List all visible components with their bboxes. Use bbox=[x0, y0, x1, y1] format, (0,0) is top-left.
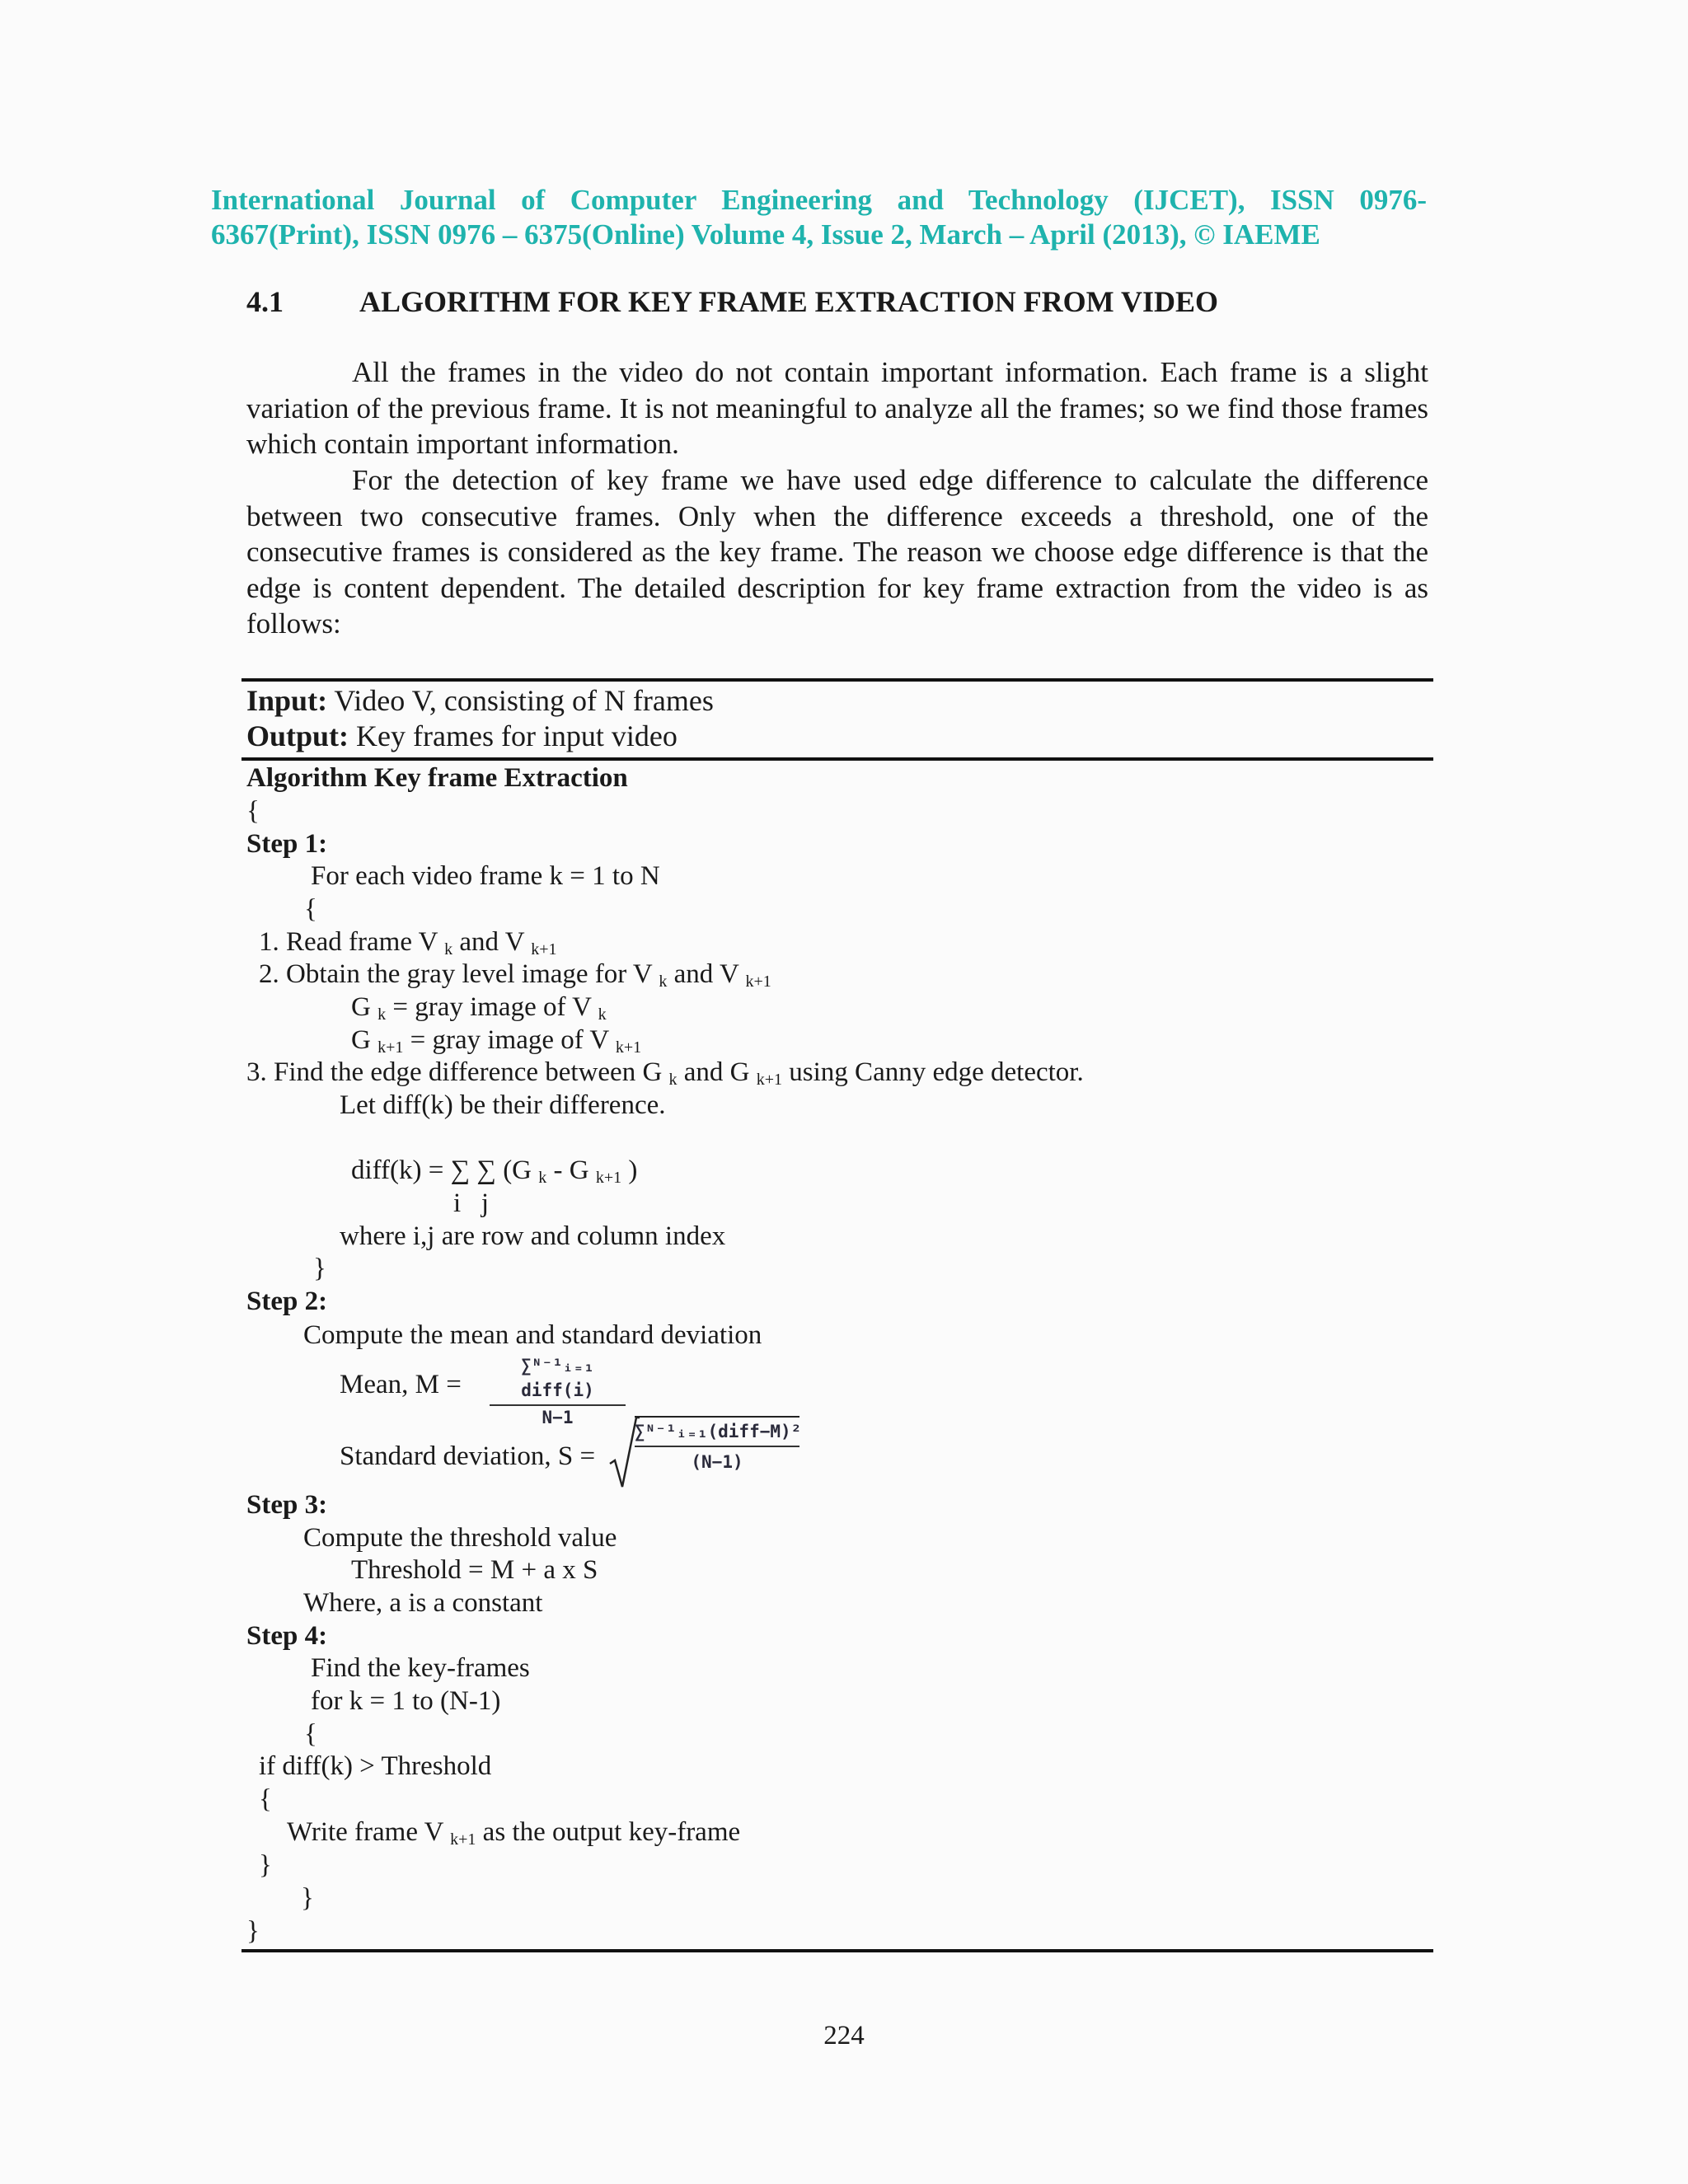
step3-text: Compute the threshold value bbox=[303, 1523, 617, 1553]
mean-formula: ∑ᴺ⁻¹ᵢ₌₁ diff(i) N−1 bbox=[490, 1353, 626, 1429]
algorithm-mid-rule bbox=[241, 757, 1433, 761]
journal-header-line-1: International Journal of Computer Engineering and Technology (IJCET), ISSN 0976- bbox=[211, 184, 1427, 216]
step1-loop: For each video frame k = 1 to N bbox=[311, 861, 660, 891]
algorithm-bottom-rule bbox=[241, 1949, 1433, 1952]
step3-where: Where, a is a constant bbox=[303, 1588, 543, 1618]
step1-item-2: 2. Obtain the gray level image for V $_k$ and V $_{k+1}$ bbox=[259, 959, 771, 991]
step3-label: Step 3: bbox=[246, 1490, 328, 1520]
step2-text: Compute the mean and standard deviation bbox=[303, 1320, 762, 1350]
diff-formula: diff(k) = ∑ ∑ (G $_k$ - G $_{k+1}$ ) bbox=[351, 1155, 638, 1187]
step2-label: Step 2: bbox=[246, 1286, 328, 1316]
step4-loop: for k = 1 to (N-1) bbox=[311, 1686, 501, 1716]
mean-label: Mean, M = bbox=[340, 1370, 462, 1399]
step4-if-open: { bbox=[259, 1784, 272, 1814]
step1-brace-close: } bbox=[313, 1254, 326, 1283]
step1-where: where i,j are row and column index bbox=[340, 1221, 726, 1251]
step4-loop-close: } bbox=[301, 1883, 314, 1913]
std-label: Standard deviation, S = bbox=[340, 1441, 596, 1471]
algorithm-open-brace: { bbox=[246, 796, 260, 826]
journal-header-line-2: 6367(Print), ISSN 0976 – 6375(Online) Volume 4, Issue 2, March – April (2013), © IAEME bbox=[211, 218, 1320, 251]
paragraph-1: All the frames in the video do not contain important information. Each frame is a slight variation of the previous frame. It is not meaningful to analyze all the frames; so we find those frames which contain important information. bbox=[246, 356, 1428, 460]
std-formula: ∑ᴺ⁻¹ᵢ₌₁(diff−M)² (N−1) bbox=[635, 1416, 799, 1477]
section-title: ALGORITHM FOR KEY FRAME EXTRACTION FROM VIDEO bbox=[359, 285, 1219, 318]
algorithm-close-brace: } bbox=[246, 1916, 260, 1946]
step1-brace-open: { bbox=[304, 894, 317, 924]
step4-brace-open: { bbox=[304, 1719, 317, 1749]
section-number: 4.1 bbox=[246, 285, 284, 318]
step4-if-close: } bbox=[259, 1850, 272, 1880]
page-number: 224 bbox=[823, 2021, 865, 2050]
diff-sum-indices: i j bbox=[453, 1188, 490, 1218]
algorithm-name: Algorithm Key frame Extraction bbox=[246, 763, 628, 793]
step1-gray-k1: G $_{k+1}$ = gray image of V $_{k+1}$ bbox=[351, 1025, 642, 1057]
step4-label: Step 4: bbox=[246, 1621, 328, 1651]
step1-item-1: 1. Read frame V $_k$ and V $_{k+1}$ bbox=[259, 927, 557, 958]
step1-item-3: 3. Find the edge difference between G $_k$ and G $_{k+1}$ using Canny edge detector. bbox=[246, 1057, 1084, 1089]
algorithm-top-rule bbox=[241, 678, 1433, 682]
paragraph-2: For the detection of key frame we have used edge difference to calculate the difference between two consecutive frames. Only when the difference exceeds a threshold, one of the consecutive frames is considered as the key frame. The reason we choose edge difference is that the edge is content dependent. The detailed description for key frame extraction from the video is as follows: bbox=[246, 464, 1428, 640]
step1-let: Let diff(k) be their difference. bbox=[340, 1090, 666, 1120]
step4-write: Write frame V $_{k+1}$ as the output key-frame bbox=[287, 1817, 741, 1849]
algorithm-output: Output: Key frames for input video bbox=[246, 719, 678, 752]
step1-gray-k: G $_k$ = gray image of V $_k$ bbox=[351, 992, 607, 1024]
algorithm-input: Input: Video V, consisting of N frames bbox=[246, 684, 714, 717]
threshold-formula: Threshold = M + a x S bbox=[351, 1555, 598, 1585]
step1-label: Step 1: bbox=[246, 829, 328, 859]
step4-text: Find the key-frames bbox=[311, 1653, 530, 1683]
step4-if: if diff(k) > Threshold bbox=[259, 1751, 492, 1781]
